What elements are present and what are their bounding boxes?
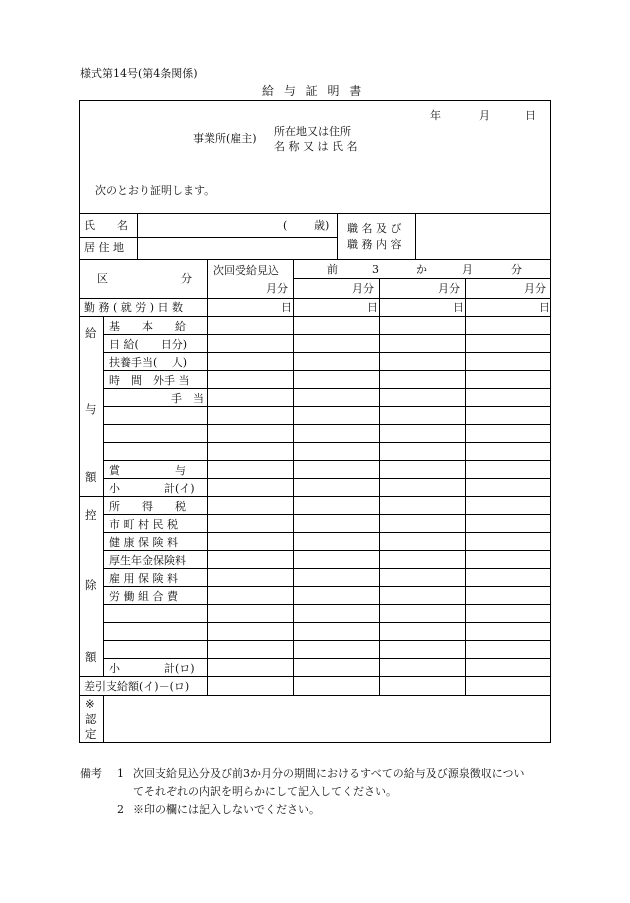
deduction-item-resident-tax: 市 町 村 民 税 <box>109 518 178 531</box>
prev-header-char: か <box>416 263 427 276</box>
working-days-label: 勤 務 ( 就 労 ) 日 数 <box>84 301 184 314</box>
prev-header-char: 月 <box>462 263 473 276</box>
age-open-paren: ( <box>283 219 288 232</box>
salary-item-daily: 日 給( 日分) <box>109 338 188 351</box>
month-label: 月 <box>479 109 490 122</box>
working-days-unit: 日 <box>367 301 378 314</box>
net-pay-label: 差引支給額(イ)－(ロ) <box>84 680 190 693</box>
deduction-group-char: 控 <box>85 508 97 522</box>
employer-name-label: 名 称 又 は 氏 名 <box>274 140 358 153</box>
note-number: 2 <box>117 803 124 816</box>
note-text: てそれぞれの内訳を明らかにして記入してください。 <box>133 785 397 798</box>
prev-header-char: 分 <box>511 263 522 276</box>
year-label: 年 <box>430 109 441 122</box>
note-text: 次回支給見込分及び前3か月分の期間におけるすべての給与及び源泉徴収につい <box>133 767 525 780</box>
category-header-1: 区 <box>97 272 108 285</box>
table-border-left <box>79 100 80 743</box>
salary-group-char: 額 <box>85 470 97 484</box>
salary-item-allowance: 手 当 <box>171 392 204 405</box>
note-number: 1 <box>117 767 124 780</box>
salary-group-char: 給 <box>85 326 97 340</box>
employer-address-label: 所在地又は住所 <box>274 125 351 138</box>
working-days-unit: 日 <box>539 301 550 314</box>
deduction-item-income-tax: 所 得 税 <box>109 500 186 513</box>
approval-char: 定 <box>85 727 97 741</box>
month-1-header: 月分 <box>352 282 374 295</box>
salary-group-char: 与 <box>85 402 97 416</box>
residence-field[interactable] <box>138 238 337 259</box>
deduction-subtotal: 小 計(ロ) <box>109 662 195 675</box>
residence-label: 居 住 地 <box>84 241 124 254</box>
deduction-item-health-insurance: 健 康 保 険 料 <box>109 536 178 549</box>
deduction-group-char: 額 <box>85 650 97 664</box>
table-border-top <box>79 100 551 101</box>
salary-item-basic: 基 本 給 <box>109 320 186 333</box>
month-3-header: 月分 <box>524 282 546 295</box>
salary-item-overtime: 時 間 外手 当 <box>109 374 190 387</box>
next-month-header-1: 次回受給見込 <box>213 264 279 277</box>
job-label-line2: 職 務 内 容 <box>347 238 402 251</box>
form-number: 様式第14号(第4条関係) <box>80 67 198 80</box>
page-title: 給 与 証 明 書 <box>262 84 365 98</box>
approval-field[interactable] <box>104 696 550 742</box>
approval-char: 認 <box>85 712 97 726</box>
certify-text: 次のとおり証明します。 <box>95 184 216 197</box>
deduction-group-char: 除 <box>85 578 97 592</box>
salary-subtotal: 小 計(イ) <box>109 482 195 495</box>
name-field[interactable] <box>138 214 337 237</box>
job-label-line1: 職 名 及 び <box>347 222 402 235</box>
next-month-header-2: 月分 <box>266 282 288 295</box>
age-label: 歳) <box>314 219 330 232</box>
prev-header-char: 前 <box>327 263 338 276</box>
month-2-header: 月分 <box>438 282 460 295</box>
table-border-bottom <box>79 742 551 743</box>
working-days-unit: 日 <box>281 301 292 314</box>
prev-header-char: 3 <box>372 263 379 276</box>
category-header-2: 分 <box>181 272 192 285</box>
deduction-item-pension: 厚生年金保険料 <box>109 554 186 567</box>
notes-label: 備考 <box>80 767 102 780</box>
working-days-unit: 日 <box>453 301 464 314</box>
table-border-right <box>550 100 551 743</box>
deduction-item-union-fee: 労 働 組 合 費 <box>109 590 178 603</box>
name-label: 氏 名 <box>84 219 128 232</box>
salary-item-bonus: 賞 与 <box>109 464 186 477</box>
approval-char: ※ <box>85 697 95 711</box>
day-label: 日 <box>525 109 536 122</box>
salary-item-dependent: 扶養手当( 人) <box>109 356 188 369</box>
job-field[interactable] <box>416 214 550 259</box>
note-text: ※印の欄には記入しないでください。 <box>133 803 320 816</box>
employer-label: 事業所(雇主) <box>193 132 257 145</box>
deduction-item-employment-insurance: 雇 用 保 険 料 <box>109 572 178 585</box>
